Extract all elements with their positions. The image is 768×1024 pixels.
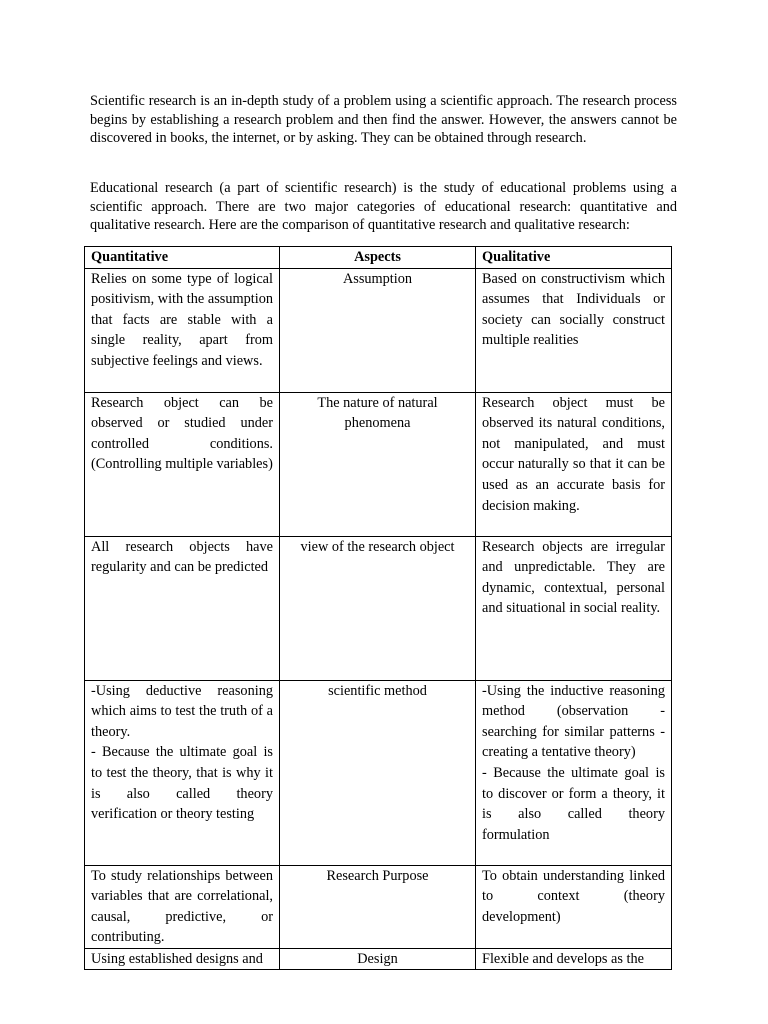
cell-quantitative: To study relationships between variables that are correlational, causal, predictive, or contributing. — [85, 865, 280, 948]
cell-text: Flexible and develops as the — [482, 950, 644, 967]
header-quantitative: Quantitative — [85, 247, 280, 269]
cell-quantitative: All research objects have regularity and can be predicted — [85, 536, 280, 680]
table-row — [85, 948, 672, 969]
intro-paragraph-scientific-research: Scientific research is an in-depth study of a problem using a scientific approach. The research process begins by establishing a research problem and then find the answer. However, the answers cannot be discovered in books, the internet, or by asking. They can be obtained through research. — [90, 93, 677, 147]
cell-aspect — [280, 948, 476, 969]
cell-quantitative — [85, 680, 280, 865]
cell-aspect: Research Purpose — [280, 865, 476, 948]
cell-line: - Because the ultimate goal is to discover or form a theory, it is also called theory formulation — [482, 764, 665, 843]
cell-aspect: view of the research object — [280, 536, 476, 680]
table-row — [85, 392, 672, 536]
cell-quantitative: Relies on some type of logical positivism, with the assumption that facts are stable with a single reality, apart from subjective feelings and views. — [85, 268, 280, 392]
cell-qualitative: Research object must be observed its natural conditions, not manipulated, and must occur naturally so that it can be used as an accurate basis for decision making. — [476, 392, 672, 536]
table-header-row — [85, 247, 672, 269]
cell-qualitative: Based on constructivism which assumes that Individuals or society can socially construct multiple realities — [476, 268, 672, 392]
cell-qualitative: To obtain understanding linked to context (theory development) — [476, 865, 672, 948]
table-row — [85, 680, 672, 865]
cell-qualitative: Research objects are irregular and unpredictable. They are dynamic, contextual, personal and situational in social reality. — [476, 536, 672, 680]
header-qualitative: Qualitative — [476, 247, 672, 269]
intro-paragraph-educational-research: Educational research (a part of scientific research) is the study of educational problems using a scientific approach. There are two major categories of educational research: quantitative and qualitative research. Here are the comparison of quantitative research and qualitative research: — [90, 180, 677, 234]
cell-line: -Using deductive reasoning which aims to test the truth of a theory. — [91, 682, 273, 740]
cell-qualitative — [476, 680, 672, 865]
table-row — [85, 268, 672, 392]
cell-aspect: The nature of natural phenomena — [280, 392, 476, 536]
cell-quantitative — [85, 948, 280, 969]
cell-quantitative: Research object can be observed or studied under controlled conditions. (Controlling multiple variables) — [85, 392, 280, 536]
cell-line: -Using the inductive reasoning method (observation - searching for similar patterns - creating a tentative theory) — [482, 682, 665, 761]
comparison-table — [84, 246, 672, 970]
cell-qualitative — [476, 948, 672, 969]
cell-aspect: scientific method — [280, 680, 476, 865]
header-aspects: Aspects — [280, 247, 476, 269]
cell-text: Design — [357, 950, 398, 967]
cell-text: Using established designs and — [91, 950, 263, 967]
cell-line: - Because the ultimate goal is to test the theory, that is why it is also called theory verification or theory testing — [91, 744, 273, 823]
table-row — [85, 865, 672, 948]
cell-aspect: Assumption — [280, 268, 476, 392]
table-row — [85, 536, 672, 680]
